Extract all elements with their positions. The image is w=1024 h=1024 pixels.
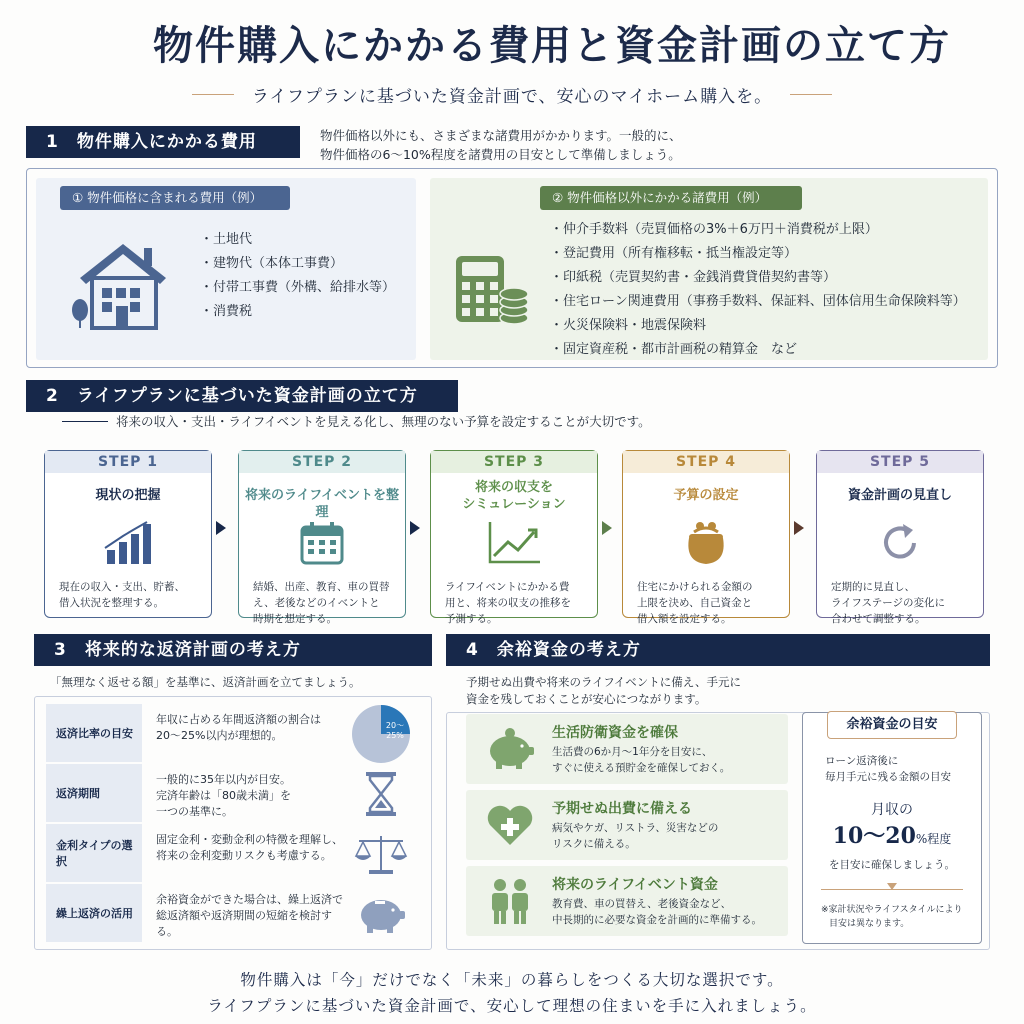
- scale-icon: [346, 826, 416, 882]
- ratio-pie-chart: [349, 702, 413, 766]
- section4-desc-line: 資金を残しておくことが安心につながります。: [466, 692, 707, 706]
- row-text-line: 固定金利・変動金利の特徴を理解し、: [156, 833, 343, 846]
- reserve-card: [466, 790, 788, 860]
- section4-heading: 4 余裕資金の考え方: [446, 634, 990, 666]
- step-title: 資金計画の見直し: [847, 488, 952, 503]
- card-title: 将来のライフイベント資金: [552, 877, 718, 893]
- piggy-bank-icon: [346, 886, 416, 942]
- list-item: ・住宅ローン関連費用（事務手数料、保証料、団体信用生命保険料等）: [550, 294, 966, 309]
- step-number: STEP 4: [623, 451, 789, 473]
- divider: [192, 94, 234, 95]
- row-text-line: 年収に占める年間返済額の割合は: [156, 713, 321, 726]
- purse-icon: [623, 513, 789, 573]
- step-description-line: ライフイベントにかかる費: [445, 581, 570, 593]
- section1-desc-line: 物件価格以外にも、さまざまな諸費用がかかります。一般的に、: [320, 128, 682, 143]
- step-description: [817, 579, 983, 627]
- section1-desc-line: 物件価格の6〜10%程度を諸費用の目安として準備しましょう。: [320, 147, 681, 163]
- row-text: [156, 832, 346, 864]
- goal-line: 毎月手元に残る金額の目安: [825, 771, 951, 783]
- goal-big-value: 10〜20: [832, 823, 916, 849]
- goal-note: [821, 903, 962, 931]
- goal-line: ローン返済後に: [825, 755, 899, 767]
- step-description: [239, 579, 405, 627]
- step-description-line: 結婚、出産、教育、車の買替: [253, 581, 390, 593]
- calculator-coins-icon: [452, 252, 532, 332]
- list-item: ・消費税: [200, 304, 253, 319]
- arrow-right-icon: [410, 521, 420, 535]
- section1-description: [320, 126, 920, 165]
- list-item: ・火災保険料・地震保険料: [550, 318, 707, 333]
- step-description-line: 借入状況を整理する。: [59, 597, 164, 609]
- row-label: 返済比率の目安: [46, 704, 142, 762]
- arrow-right-icon: [794, 521, 804, 535]
- row-text-line: 一つの基準に。: [156, 805, 233, 818]
- step-description-line: 予測する。: [445, 613, 498, 625]
- row-text-line: 完済年齢は「80歳未満」を: [156, 789, 291, 802]
- goal-suffix: %程度: [915, 832, 952, 846]
- step-description-line: 住宅にかけられる金額の: [637, 581, 753, 593]
- section2-heading: 2 ライフプランに基づいた資金計画の立て方: [26, 380, 458, 412]
- step-card: [816, 450, 984, 625]
- pie-label: 25%: [386, 731, 404, 740]
- line-chart-icon: [431, 513, 597, 573]
- section3-description: 「無理なく返せる額」を基準に、返済計画を立てましょう。: [50, 675, 361, 689]
- goal-line: を目安に確保しましょう。: [829, 859, 955, 871]
- arrow-right-icon: [602, 521, 612, 535]
- list-item: ・土地代: [200, 232, 253, 247]
- page-subtitle: ライフプランに基づいた資金計画で、安心のマイホーム購入を。: [251, 87, 773, 107]
- refresh-icon: [817, 513, 983, 573]
- repayment-row: [46, 884, 426, 944]
- row-text-line: 20〜25%以内が理想的。: [156, 729, 283, 742]
- footer-line: 物件購入は「今」だけでなく「未来」の暮らしをつくる大切な選択です。: [240, 971, 784, 989]
- repayment-row: [46, 704, 426, 764]
- repayment-row: [46, 764, 426, 824]
- step-card: [44, 450, 212, 618]
- row-text: [156, 772, 346, 820]
- row-text-line: 一般的に35年以内が目安。: [156, 773, 291, 786]
- heart-icon: [482, 798, 538, 852]
- section3-heading: 3 将来的な返済計画の考え方: [34, 634, 432, 666]
- other-costs-list: [550, 218, 966, 362]
- step-description-line: 時期を想定する。: [253, 613, 337, 625]
- row-label: 金利タイプの選択: [46, 824, 142, 882]
- step-description: [431, 579, 597, 627]
- subtitle-row: [0, 82, 1024, 107]
- repayment-row: [46, 824, 426, 884]
- goal-title: 余裕資金の目安: [827, 711, 957, 739]
- goal-monthly-label: 月収の: [871, 802, 913, 818]
- card-text: [552, 744, 784, 776]
- step-title: 現状の把握: [95, 488, 161, 503]
- chevron-down-icon: [887, 883, 897, 890]
- section4-desc-line: 予期せぬ出費や将来のライフイベントに備え、手元に: [466, 675, 741, 689]
- pie-label: 20〜: [385, 721, 405, 730]
- card-text-line: リスクに備える。: [552, 838, 636, 850]
- card-text-line: すぐに使える預貯金を確保しておく。: [552, 762, 731, 774]
- section1-heading: 1 物件購入にかかる費用: [26, 126, 300, 158]
- page-title: 物件購入にかかる費用と資金計画の立て方: [153, 22, 951, 69]
- section2-description: 将来の収入・支出・ライフイベントを見える化し、無理のない予算を設定することが大切です。: [116, 414, 651, 429]
- step-description-line: 定期的に見直し、: [831, 581, 915, 593]
- step-card: [622, 450, 790, 625]
- list-item: ・付帯工事費（外構、給排水等）: [200, 280, 396, 295]
- hourglass-icon: [346, 766, 416, 822]
- step-description: [45, 579, 211, 611]
- goal-note-line: ※家計状況やライフスタイルにより: [821, 905, 963, 915]
- row-text-line: 総返済額や返済期間の短縮を検討する。: [156, 909, 332, 938]
- step-description-line: え、老後などのイベントと: [253, 597, 380, 609]
- row-label: 繰上返済の活用: [46, 884, 142, 942]
- card-text-line: 病気やケガ、リストラ、災害などの: [552, 822, 719, 834]
- row-text-line: 余裕資金ができた場合は、繰上返済で: [156, 893, 343, 906]
- step-description-line: 用と、将来の収支の推移を: [445, 597, 571, 609]
- list-item: ・固定資産税・都市計画税の精算金 など: [550, 342, 798, 357]
- step-description-line: 上限を決め、自己資金と: [637, 597, 753, 609]
- reserve-card: [466, 714, 788, 784]
- list-item: ・建物代（本体工事費）: [200, 256, 344, 271]
- calendar-icon: [239, 513, 405, 573]
- step-number: STEP 3: [431, 451, 597, 473]
- included-costs-label: ① 物件価格に含まれる費用（例）: [60, 186, 290, 210]
- reserve-goal-box: [802, 712, 982, 944]
- piggy-bank-icon: [482, 722, 538, 776]
- list-item: ・登記費用（所有権移転・抵当権設定等）: [550, 246, 798, 261]
- card-text: [552, 896, 784, 928]
- arrow-right-icon: [216, 521, 226, 535]
- step-description-line: 借入額を設定する。: [637, 613, 732, 625]
- footer-line: ライフプランに基づいた資金計画で、安心して理想の住まいを手に入れましょう。: [207, 997, 817, 1015]
- step-number: STEP 1: [45, 451, 211, 473]
- card-title: 生活防衛資金を確保: [552, 725, 678, 741]
- step-number: STEP 5: [817, 451, 983, 473]
- list-item: ・仲介手数料（売買価格の3%＋6万円＋消費税が上限）: [550, 222, 878, 237]
- row-text-line: 将来の金利変動リスクも考慮する。: [156, 849, 332, 862]
- house-icon: [68, 238, 178, 336]
- step-description: [623, 579, 789, 627]
- step-number: STEP 2: [239, 451, 405, 473]
- step-description-line: 合わせて調整する。: [831, 613, 926, 625]
- other-costs-label: ② 物件価格以外にかかる諸費用（例）: [540, 186, 802, 210]
- family-icon: [482, 874, 538, 928]
- row-label: 返済期間: [46, 764, 142, 822]
- card-text-line: 生活費の6か月〜1年分を目安に、: [552, 746, 713, 758]
- row-text: [156, 892, 346, 940]
- list-item: ・印紙税（売買契約書・金銭消費貸借契約書等）: [550, 270, 837, 285]
- included-costs-list: [200, 228, 395, 324]
- divider: [62, 421, 108, 422]
- step-card: [430, 450, 598, 625]
- step-title: 予算の設定: [673, 488, 739, 503]
- card-text-line: 教育費、車の買替え、老後資金など、: [552, 898, 732, 910]
- divider: [790, 94, 832, 95]
- section4-description: [466, 674, 796, 708]
- card-title: 予期せぬ出費に備える: [552, 801, 692, 817]
- row-text: [156, 712, 346, 744]
- step-description-line: ライフステージの変化に: [831, 597, 946, 609]
- goal-percentage: [803, 819, 981, 850]
- goal-note-line: 目安は異なります。: [829, 919, 910, 929]
- bar-chart-icon: [45, 513, 211, 573]
- step-card: [238, 450, 406, 625]
- goal-lead: [825, 753, 951, 785]
- reserve-card: [466, 866, 788, 936]
- step-title: 将来の収支を シミュレーション: [462, 480, 566, 512]
- step-title: 将来のライフイベントを整理: [244, 488, 400, 520]
- card-text-line: 中長期的に必要な資金を計画的に準備する。: [552, 914, 762, 926]
- step-description-line: 現在の収入・支出、貯蓄、: [59, 581, 185, 593]
- card-text: [552, 820, 784, 852]
- pie-icon: [346, 706, 416, 762]
